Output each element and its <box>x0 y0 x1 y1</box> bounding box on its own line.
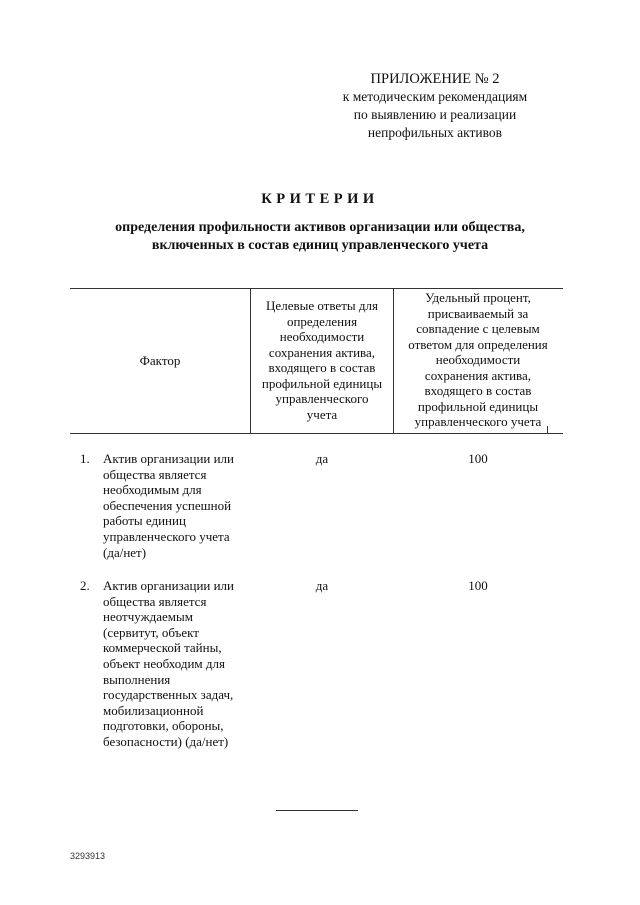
document-subtitle <box>60 219 580 254</box>
table-column-divider <box>250 288 251 434</box>
header-line: необходимости <box>279 329 365 344</box>
row-percent: 100 <box>468 451 488 466</box>
table-column-divider <box>393 288 394 434</box>
row-number: 1. <box>80 451 90 466</box>
factor-line: объект необходим для <box>103 655 225 671</box>
factor-line: неотчуждаемым <box>103 609 193 625</box>
header-line: управленческого <box>275 391 369 406</box>
factor-line: (да/нет) <box>103 544 147 560</box>
table-header-bottom-rule <box>70 433 563 434</box>
header-line: ответом для определения <box>408 336 548 352</box>
document-number: 3293913 <box>70 851 106 861</box>
factor-line: общества является <box>103 593 207 609</box>
row-number: 2. <box>80 578 90 593</box>
header-line: входящего в состав <box>268 360 376 375</box>
factor-line: (сервитут, объект <box>103 624 199 640</box>
factor-line: Актив организации или <box>103 578 235 593</box>
header-line: совпадение с целевым <box>416 321 540 336</box>
header-line: определения <box>286 313 358 329</box>
factor-line: подготовки, обороны, <box>103 718 224 734</box>
header-line: учета <box>306 406 338 422</box>
table-top-rule <box>70 288 563 289</box>
factor-line: Актив организации или <box>103 451 235 466</box>
header-percent <box>396 290 560 430</box>
document-title: КРИТЕРИИ <box>261 191 379 207</box>
factor-line: выполнения <box>103 671 171 687</box>
factor-line: безопасности) (да/нет) <box>103 733 229 749</box>
header-line: необходимости <box>435 352 521 367</box>
header-line: профильной единицы <box>261 375 383 391</box>
header-line: Целевые ответы для <box>266 298 378 313</box>
row-target-answer: да <box>315 451 329 466</box>
footer-rule <box>276 810 358 811</box>
row-factor <box>103 578 253 750</box>
factor-line: государственных задач, <box>103 687 234 703</box>
header-line: входящего в состав <box>424 383 532 398</box>
row-factor <box>103 451 253 560</box>
factor-line: обеспечения успешной <box>103 497 232 513</box>
header-line: сохранения актива, <box>268 344 376 360</box>
factor-line: коммерческой тайны, <box>103 640 222 656</box>
appendix-block <box>320 70 550 142</box>
row-percent: 100 <box>468 578 488 593</box>
factor-line: общества является <box>103 466 207 482</box>
factor-line: мобилизационной <box>103 702 204 718</box>
factor-line: работы единиц <box>103 513 186 529</box>
header-line: сохранения актива, <box>424 367 532 383</box>
header-line: Удельный процент, <box>425 290 531 305</box>
appendix-line-2: по выявлению и реализации <box>353 107 517 122</box>
header-factor: Фактор <box>139 353 181 368</box>
factor-line: необходимым для <box>103 482 202 498</box>
appendix-title: ПРИЛОЖЕНИЕ № 2 <box>370 71 500 87</box>
header-line: управленческого учета <box>414 414 542 429</box>
header-target-answers <box>252 298 392 422</box>
appendix-line-3: непрофильных активов <box>367 125 503 140</box>
subtitle-line-1: определения профильности активов организации или общества, <box>115 220 525 235</box>
factor-line: управленческого учета <box>103 528 230 544</box>
header-line: присваиваемый за <box>427 305 529 321</box>
subtitle-line-2: включенных в состав единиц управленческого учета <box>151 237 489 253</box>
header-line: профильной единицы <box>417 398 539 414</box>
appendix-line-1: к методическим рекомендациям <box>342 89 528 104</box>
row-target-answer: да <box>315 578 329 593</box>
